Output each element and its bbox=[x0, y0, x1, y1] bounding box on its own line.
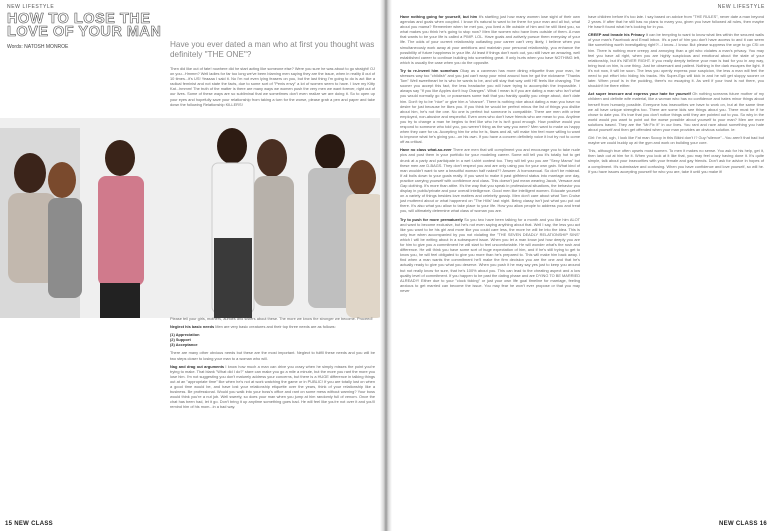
subhead-nag-text: I know how much a man can drive you crazy when he simply misses the point you're trying to make. That blank "What did I do?" stare can make you go a mile a minute, but the more you rant the more you lose him. I'm not suggesting you don't maturely address your concerns, but there is a HUGE difference in talking things out at an "appropriate time" like when he's not at work watching the game or in PUBLIC! If you are totally lost on when a good time would be, and have lost your relationship etiquette over the years, think of your relationship like a business. Be professional. Would you walk into your boss's office and rant on some mess without warning? Your boss would think you're a nut job. Well sweety, so does your man when you jump at him randomly full of venom. Once the chat has been had, let it go. Don't bring it up anytime something goes bad. He will feel like you're not over it and you'll remind him of his mom...in a bad way. bbox=[170, 363, 375, 410]
needs-followup: There are many other obvious needs but these are the most important. Neglect to fulfill these needs and you will be two steps closer to losing your man to a woman who will. bbox=[170, 350, 375, 361]
block-closing: This, although true often upsets most women. To men it makes no sense. You ask for his help, get it, then lash out at him for it. When you look at it like that, you may feel crazy having done it. It's quite simple, talk about your insecurities with your female and gay friends. Don't ask for advice in hopes of a compliment. It's submissive and confusing. When you have confidence and love yourself, so will he. If you have issues accepting yourself for who you are, take it until you make it! bbox=[588, 148, 764, 174]
need-1: (1) Appreciation bbox=[170, 332, 200, 338]
gutter-shadow bbox=[380, 0, 392, 531]
block-class: Have no class what-so-ever There are men that will compliment you and encourage you to take nude pics and post them in your portfolio for your modeling career. Some will tell you it's totally hot to get drunk at a party and participate in a wet t-shirt contest too. They will tell you you are "Sexy Mama" but these men are D-BAGS. They don't respect you and are only using you for your own gain. What kind of man wouldn't want to see a beautiful woman half naked?? Answer: A homosexual. So don't be mislead. If all boils down to your goals really. If you want to make it past girlfriend status into marriage one day, practice carrying yourself with confidence and class. This doesn't just mean wearing Jacob, Versace and Gap clothing. It's more than attire. It's the way that you speak in professional situations, the behavior you display in public/private and your overall intelligence. Good men like intelligent women. Educate yourself on a variety of things besides love matters and celebrity gossip. Men don't care about what Tom Cruise just muttered about or what happened on "The Hills" last night. Being classy isn't just what you put out there. It's also what you allow to take place to your life. How you allow people to address you and treat you, will ultimately determine what class of woman you are. bbox=[400, 147, 580, 214]
section-label-right: NEW LIFESTYLE bbox=[717, 4, 765, 10]
article-title: HOW TO LOSE THE LOVE OF YOUR MAN bbox=[7, 11, 162, 40]
intro-paragraph bbox=[170, 66, 375, 110]
block-dialog: Girl: I'm fat, ugh, I look like Fat man Scoop in this Bikini don't I? Guy:"silence"...You aren't that bad but maybe we could buddy up at the gym and work on building your core. bbox=[588, 135, 764, 146]
block-reinvent: Try to re-invent him somehow Okay as a caveman has more dining etiquette than your man, he stresses way too "childish" and you just can't wrap your mind around how he got the nickname "Thanks Tom" Well sweetheart he is who he wants to be, and will stay that way until HE feels like changing. The sooner you accept this fact, the less headache you will have trying to accomplish the impossible. I always say "If you like Apples don't buy Oranges". What I mean is if you are dating a man who isn't what you would normally go for, or possesses some trait that you frankly quality you cringe about, don't date him. Don't try to be "nice" or give him a "chance". There is nothing nice about dating a man you have no desire for just because he likes you. If you think he would be perfect minus the list of things you dislike about him, he's not the one. No one is perfect but someone is compatible. There are men with crime employed, non-abusive and respectful. Even ones who don't have friends who are mean to you. Anytime you try to change a man he begins to feel like who he is isn't good enough. How positive would you respond to someone who told you, you weren't thing as the way you were? Men want to make us happy when they care for us. Accepting him for who he is, flaws and all, will make him feel more willing to want to improve what he's giving you...on his own. If you have a concern definitely voice it but try not to come off as critical. bbox=[400, 67, 580, 145]
block-goals: Have nothing going for yourself, but him It's startling just how many women lose sight of their own agendas and goals when coupled. I know it's natural to want to be there for your man and all but, what about you mama? Remember when he met you, you lived a life outside of him and he still liked you, so what makes you think he's going to stop now? Men like women who have lives outside of them. A man that wants to be your life is called a PIMP. LOL. Have goals and actively pursue them everyday of your life. The odds of your current relationship outlasting your career can't very likely, I believe when you simultaneously work away at your ambitions and maintain your personal relationship, you enhance the possibility of future happiness in your life. At least if things don't work out, you still have an amazing, well established career to continue building into something great. If only hurts when you have NOTHING left, which is usually the case when you do the opposite. bbox=[400, 14, 580, 65]
block-children: have children before it's too late. I say based on advice from "THE RULES", never date a man beyond 2 years. If after that he still has no plans to marry you, given you have followed all rules, then maybe He hasn't found what he's looking for in you. bbox=[588, 14, 764, 30]
subhead-neglect-text: Men are very basic creatures and their top three needs are as follows: bbox=[215, 324, 336, 330]
need-3: (3) Acceptance bbox=[170, 342, 198, 348]
left-page bbox=[0, 0, 384, 531]
subhead-nag: Nag and drag out arguments bbox=[170, 363, 225, 369]
right-page bbox=[388, 0, 773, 531]
left-folio: 15 NEW CLASS bbox=[5, 521, 53, 527]
photo-caption: Please tell your girls, mothers, aunties and sisters about these. The more we know the stronger we become. Proceed! bbox=[170, 316, 373, 321]
caption-text-block bbox=[170, 316, 375, 410]
article-byline: Words: NATOSH MONROE bbox=[7, 44, 69, 50]
block-push: Try to push for more prematurely So you two have been talking for a month and you like him ALOT and want to become exclusive, but he's not even saying anything about that. Well I say, the less you act like you want to be his girl and more like you could care less, the more he will be into the idea. This is only true when accompanied by you not violating the "THE SEVEN DEADLY RELATIONSHIP SINS" which I will be writing about in a subsequent issue. When you let a man know just how deeply you are for him to give you a commitment he will start to feel uncomfortable. He will wonder what's the rush and difference. He will think you have some sort of huge expectation of him, and if he's still trying to get to know you, he will feel obligated to give you more than he's prepared to. This will make him back away. I find when a man wants the commitment he'll make the firm decision you are the one and that he's actually ready to give you what you deserve. When you push it he may say yes just to keep you around but not really know for sure, that he's 100% about you. This can lead to the cheating aspect and a low quality level of commitment. If you happen to be past the dating phase and are DYING TO BE MARRIED ALREADY! Either due to your "clock ticking" or just your own life goal timeline for marriage, feeling anxious to get married can become the issue. You may fear he won't ever propose or that you may never bbox=[400, 216, 581, 293]
intro-text: Then did like out of fate! nowhere did he start acting like someone else? Were you sure he was about to go straight! OJ on you...Hmmm? Well ladies for far too long we've been blaming men saying they are the issue, when in reality 8 out of 10 times...it's US! Yeaaaa I said it. No I'm not even lying feasers on you, but the last thing I'm going to do is act like a radical feminist and not state the facts, due to some sort of "Penis envy" a lot of women seem to have. I love my Kitty Kat...hmmm! The truth of the matter is there are many ways we women push the very men we want forever, right out of our lives. Some of these ways are so subliminal that we sometimes don't even realize we are doing it. So to open up your eyes and hopefully save your relationship from taking a turn for the worse, please grab a pen and paper and take down the following Relationship KILLERS! bbox=[170, 66, 375, 107]
subhead-neglect: Neglect his basic needs bbox=[170, 324, 215, 330]
right-column-1 bbox=[400, 14, 580, 296]
block-creep: CREEP and Invade his Privacy It can be tempting to want to know what lies within the secured walls of your man's Facebook and Email inbox. It's a part of him you don't have access to and it can seem like something worth investigating right?!...I know...I know. But please suppress the urge to go CSI on him. There is nothing more creepy and annoying than a girl who violates a man's privacy. You may feel you have all right, when you are highly suspicious and emotional about the state of your relationship, but it's NEVER RIGHT. If you really deeply believe your man is bad for you in any way, bring trust on him, is one thing. Just be observant and patient. Nothing in the dark escapes the light. If it's not now, it will be soon. The less you openly express your suspicion, the less a man will feel the need to put effort into hiding his tracks. His Super-Ego will kick in and he will get sloppy sooner or later. When proof is in the pudding, there's no escaping it. As well if your trust is not there, you shouldn't be there either. bbox=[588, 32, 764, 89]
section-label-left: NEW LIFESTYLE bbox=[7, 4, 55, 10]
block-insecure: Act super insecure and express your hate for yourself Oh nothing screams future mother of my children and definite wife material, like a woman who has no confidence and hates minor things about herself from humanly possible. Everyone has insecurities we have to work on, but at the same time we all have unique strengths too. There are some kids see things about you. There must be if he chose to date you. It's true that you don't notice things until they are pointed out to you. So why in the world would you want to point out the worse possible about yourself to your man? Men are more solutions based. They are the "Mr.Fix It" in our lives. You rant and rave about something you hate about yourself and then get offended when your man provides an obvious solution. ie: bbox=[588, 91, 764, 132]
caption-column bbox=[170, 316, 375, 413]
right-column-2 bbox=[588, 14, 764, 177]
couples-photo-illustration bbox=[0, 118, 384, 318]
need-2: (2) Support bbox=[170, 337, 191, 343]
cover-photo bbox=[0, 118, 384, 318]
right-folio: NEW CLASS 16 bbox=[719, 521, 767, 527]
intro-question: Have you ever dated a man who at first you thought was definitely "THE ONE"? bbox=[170, 40, 375, 59]
